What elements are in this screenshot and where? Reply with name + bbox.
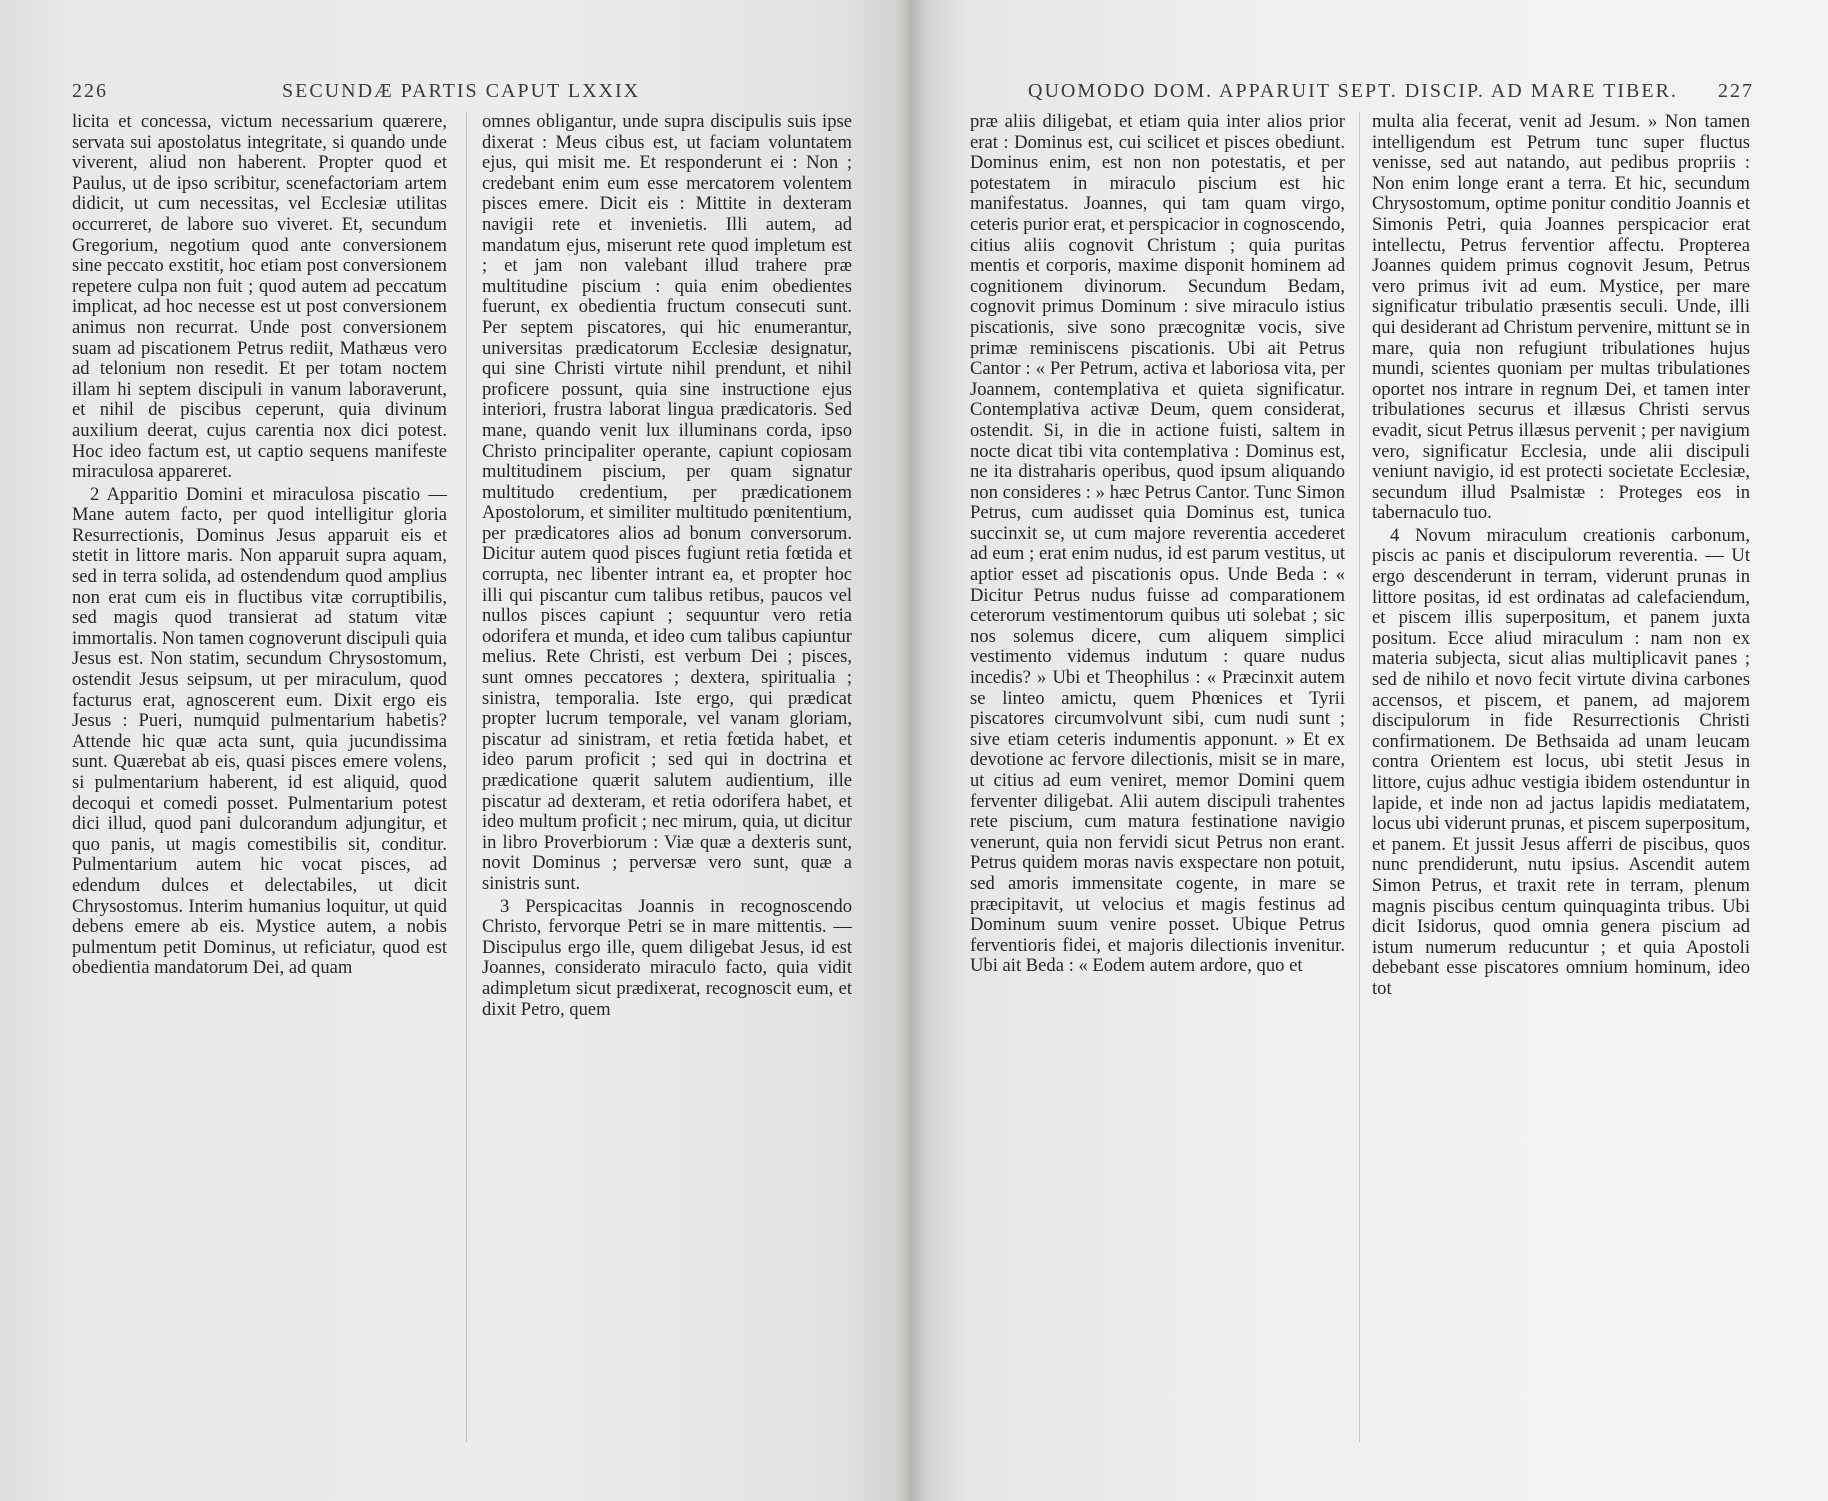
left-col2-para-2: 3 Perspicacitas Joannis in recognoscendo Christo, fervorque Petri se in mare mittentis. — Discipulus ergo ille, quem diligebat Jesus, id est Joannes, considerato miraculo facto, quia vidit adimpletum sicut prædixerat, recognoscit eum, et dixit Petro, quem — [482, 895, 852, 1020]
left-col2-para-1: omnes obligantur, unde supra discipulis suis ipse dixerat : Meus cibus est, ut faciam voluntatem ejus, qui misit me. Et responderunt ei : Non ; credebant enim eum esse mercatorem volentem pisces emere. Dicit eis : Mittite in dexteram navigii rete et invenietis. Illi autem, ad mandatum ejus, miserunt rete quod impletum est ; et jam non valebant illud trahere præ multitudine piscium : quia enim obedientes fuerunt, ex obedientia fructum consecuti sunt. Per septem piscatores, qui hic enumerantur, universitas prædicatorum Ecclesiæ designatur, qui sine Christi virtute nihil prendunt, et nihil proficere possunt, quia sine instructione ejus interiori, frustra laborat lingua prædicatoris. Sed mane, quando venit lux illuminans corda, ipso Christo principaliter operante, capiunt copiosam multitudinem piscium, per quam signatur multitudo credentium, per prædicationem Apostolorum, et similiter multitudo pœnitentium, per prædicatores alios ad bonum conversorum. Dicitur autem quod pisces fugiunt retia fœtida et corrupta, nec libenter intrant ea, et propter hoc illi qui piscantur cum talibus retibus, paucos vel nullos pisces capiunt ; sequuntur vero retia odorifera et munda, et ideo cum talibus capiuntur melius. Rete Christi, est verbum Dei ; pisces, sunt omnes peccatores ; dextera, spiritualia ; sinistra, temporalia. Iste ergo, qui prædicat propter lucrum temporale, vel vanam gloriam, piscatur ad sinistram, et retia fœtida habet, et ideo parum proficit ; sed qui in doctrina et prædicatione quærit salutem audientium, ille piscatur ad dexteram, et retia odorifera habet, et ideo multum proficit ; nec mirum, quia, ut dicitur in libro Proverbiorum : Viæ quæ a dexteris sunt, novit Dominus ; perversæ vero sunt, quæ a sinistris sunt. — [482, 112, 852, 894]
left-running-head — [0, 80, 910, 110]
right-running-head — [910, 80, 1828, 110]
left-page — [0, 0, 910, 1501]
right-col1-para-1: præ aliis diligebat, et etiam quia inter alios prior erat : Dominus est, cui scilicet et pisces obediunt. Dominus enim, est non non potestatis, et per potestatem in miraculo piscium est hic manifestatus. Joannes, qui tam quam virgo, ceteris purior erat, et perspicacior in cognoscendo, citius aliis cognovit Christum ; quia puritas mentis et corporis, maxime disponit hominem ad cognitionem divinorum. Secundum Bedam, cognovit primus Dominum : sive miraculo istius piscationis, sive sono præcognitæ vocis, sive primæ reminiscens piscationis. Ubi ait Petrus Cantor : « Per Petrum, activa et laboriosa vita, per Joannem, contemplativa et quieta significatur. Contemplativa activæ Deum, quem considerat, ostendit. Si, in die in actione fuisti, saltem in nocte dicat tibi vita contemplativa : Dominus est, ne ita distraharis operibus, quod ipsum aliquando non consideres : » hæc Petrus Cantor. Tunc Simon Petrus, cum audisset quia Dominus est, tunica succinxit se, ut cum majore reverentia accederet ad eum ; erat enim nudus, id est parum vestitus, ut aptior esset ad piscationis opus. Unde Beda : « Dicitur Petrus nudus fuisse ad comparationem ceterorum vestimentorum quibus uti solebat ; sic nos solemus dicere, cum aliquem simplici vestimento videmus indutum : quare nudus incedis? » Ubi et Theophilus : « Præcinxit autem se linteo amictu, quem Phœnices et Tyrii piscatores circumvolvunt sibi, cum nudi sunt ; sive etiam ceteris indumentis apponunt. » Et ex devotione ac fervore dilectionis, misit se in mare, ut citius ad eum veniret, memor Domini quem ferventer diligebat. Alii autem discipuli trahentes rete piscium, cum matura festinatione navigio venerunt, quia non fervidi sicut Petrus non erant. Petrus quidem moras navis exspectare non potuit, sed amoris immensitate cogente, in mare se præcipitavit, ut velocius et magis festinus ad Dominum suum venire posset. Ubique Petrus ferventioris fidei, et majoris dilectionis invenitur. Ubi ait Beda : « Eodem autem ardore, quo et — [970, 112, 1345, 977]
right-column-1 — [970, 112, 1345, 1452]
right-column-2 — [1372, 112, 1750, 1452]
right-col2-para-1: multa alia fecerat, venit ad Jesum. » Non tamen intelligendum est Petrum tunc super fluctus venisse, sed aut natando, aut pedibus propriis : Non enim longe erant a terra. Et hic, secundum Chrysostomum, optime ponitur conditio Joannis et Simonis Petri, quia Joannes perspicacior erat intellectu, Petrus ferventior affectu. Propterea Joannes quidem primus cognovit Jesum, Petrus vero primus ivit ad eum. Mystice, per mare significatur tribulatio præsentis seculi. Unde, illi qui desiderant ad Christum pervenire, mittunt se in mare, quia non refugiunt tribulationes hujus mundi, scientes quoniam per multas tribulationes oportet nos intrare in regnum Dei, et tamen inter tribulationes securus et illæsus Christi servus evadit, sicut Petrus illæsus pervenit ; per navigium vero, significatur Ecclesia, unde alii discipuli veniunt navigio, id est protecti societate Ecclesiæ, secundum illud Psalmistæ : Proteges eos in tabernaculo tuo. — [1372, 112, 1750, 524]
left-col1-para-2: 2 Apparitio Domini et miraculosa piscatio — Mane autem facto, per quod intelligitur gloria Resurrectionis, Dominus Jesus apparuit eis et stetit in littore maris. Non apparuit supra aquam, sed in terra solida, ad ostendendum quod amplius non erat cum eis in fluctibus vitæ corruptibilis, sed magis quod transierat ad statum vitæ immortalis. Non tamen cognoverunt discipuli quia Jesus est. Non statim, secundum Chrysostomum, ostendit Jesus seipsum, ut per miraculum, quod facturus erat, agnoscerent eum. Dixit ergo eis Jesus : Pueri, numquid pulmentarium habetis? Attende hic quæ acta sunt, quia jucundissima sunt. Quærebat ab eis, quasi pisces emere volens, si pulmentarium haberent, id est aliquid, quod decoqui et comedi posset. Pulmentarium potest dici illud, quod pani dulcorandum adjungitur, et quo panis, ut magis comestibilis sit, conditur. Pulmentarium autem hic vocat pisces, ad edendum dulces et delectabiles, ut dicit Chrysostomus. Interim humanius loquitur, ut quid debens emere ab eis. Mystice autem, a nobis pulmentum petit Dominus, ut reficiatur, quod est obedientia mandatorum Dei, ad quam — [72, 483, 447, 979]
right-page-number: 227 — [1718, 80, 1754, 102]
left-column-divider — [466, 112, 467, 1442]
left-page-number: 226 — [72, 80, 108, 102]
right-col2-para-2: 4 Novum miraculum creationis carbonum, piscis ac panis et discipulorum reverentia. — Ut ergo descenderunt in terram, viderunt prunas in littore positas, id est ordinatas ad calefaciendum, et piscem illis superpositum, et panem juxta positum. Ecce aliud miraculum : nam non ex materia subjecta, sicut alias multiplicavit panes ; sed de nihilo et novo fecit virtute divina carbones accensos, et piscem, et panem, ad majorem discipulorum in fide Resurrectionis Christi confirmationem. De Bethsaida ad unam leucam contra Orientem est locus, ubi stetit Jesus in littore, cujus adhuc vestigia ibidem ostenduntur in lapide, et inde non ad jactus lapidis mediatatem, locus ubi viderunt prunas, et piscem superpositum, et panem. Et jussit Jesus afferri de piscibus, quos nunc prendiderunt, nutu ipsius. Ascendit autem Simon Petrus, et traxit rete in terram, plenum magnis piscibus centum quinquaginta tribus. Ubi dicit Isidorus, quod omnia genera piscium ad istum numerum reducuntur ; et quia Apostoli debebant esse piscatores omnium hominum, ideo tot — [1372, 524, 1750, 999]
left-col1-para-1: licita et concessa, victum necessarium quærere, servata sui apostolatus integritate, si quando unde viverent, aliud non haberent. Propter quod et Paulus, ut de ipso scribitur, scenefactoriam artem didicit, ut cum necessitas, vel Ecclesiæ utilitas occurreret, de labore suo viveret. Et, secundum Gregorium, negotium quod ante conversionem sine peccato exstitit, hoc etiam post conversionem repetere culpa non fuit ; quod autem ad peccatum implicat, ad hoc necesse est ut post conversionem animus non recurrat. Unde post conversionem suam ad piscationem Petrus rediit, Mathæus vero ad telonium non resedit. Et per totam noctem illam hi septem discipuli in vanum laboraverunt, et nihil de piscibus ceperunt, quia divinum auxilium deerat, cujus carentia nox dici potest. Hoc ideo factum est, ut captio sequens manifeste miraculosa appareret. — [72, 112, 447, 483]
left-column-1 — [72, 112, 447, 1452]
left-running-title: SECUNDÆ PARTIS CAPUT LXXIX — [282, 80, 641, 102]
book-gutter-shadow — [895, 0, 927, 1501]
left-column-2 — [482, 112, 852, 1452]
right-page — [910, 0, 1828, 1501]
right-column-divider — [1359, 112, 1360, 1442]
right-running-title: QUOMODO DOM. APPARUIT SEPT. DISCIP. AD MARE TIBER. — [1028, 80, 1678, 102]
